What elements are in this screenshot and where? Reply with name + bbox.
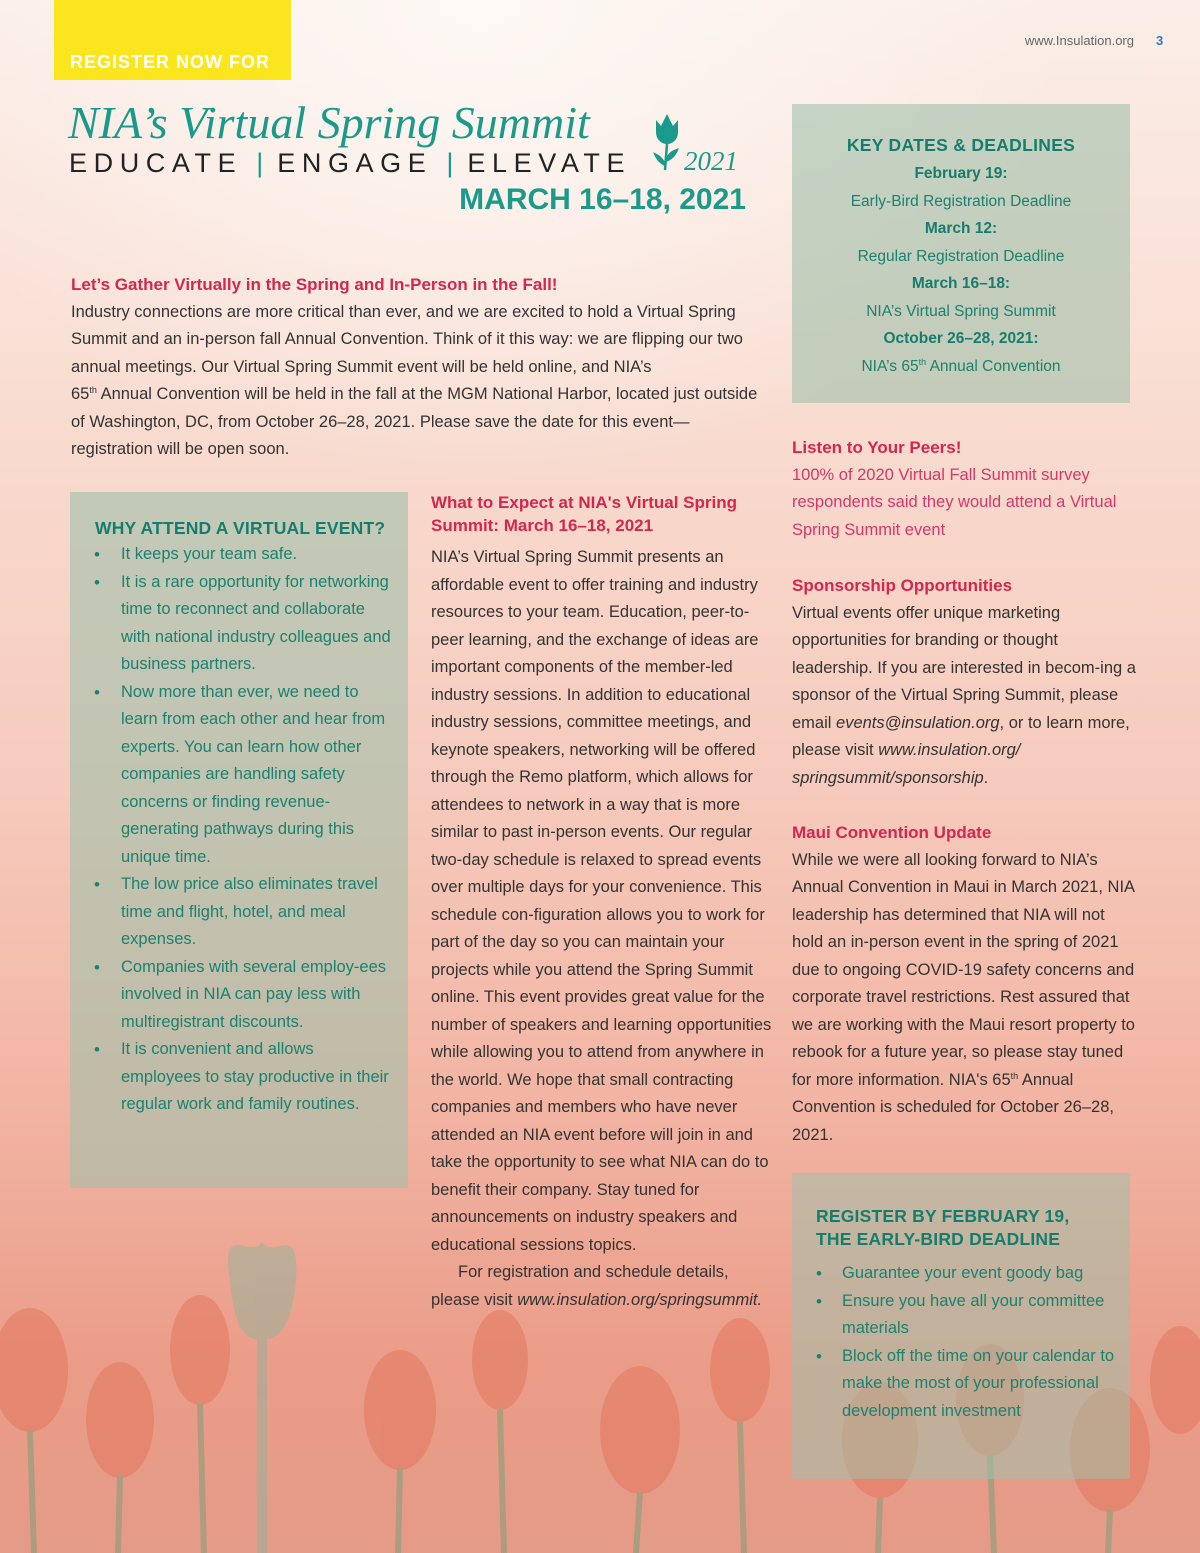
list-item: • It is convenient and allows employees to stay productive in their regular work and family routines. bbox=[70, 1036, 408, 1119]
what-to-expect-heading: What to Expect at NIA's Virtual Spring Summit: March 16–18, 2021 bbox=[431, 493, 737, 535]
early-bird-list bbox=[792, 1260, 1130, 1425]
key-date: March 12: bbox=[924, 220, 998, 237]
what-to-expect-section bbox=[431, 491, 773, 1314]
list-item: • Companies with several employ-ees involved in NIA can pay less with multiregistrant discounts. bbox=[70, 954, 408, 1037]
page-number: 3 bbox=[1156, 33, 1164, 48]
website-url[interactable]: www.Insulation.org bbox=[1024, 33, 1134, 48]
why-attend-list bbox=[70, 541, 408, 1119]
what-to-expect-body: NIA’s Virtual Spring Summit presents an affordable event to offer training and industry resources to your team. Education, peer-to-peer learning, and the exchange of ideas are important components of the member-led industry sessions. In addition to educational industry sessions, committee meetings, and keynote speakers, networking will be offered through the Remo platform, which allows for attendees to network in a way that is more similar to past in-person events. Our regular two-day schedule is relaxed to spread events over multiple days for your convenience. This schedule con-figuration allows you to work for part of the day so you can maintain your projects while you attend the Spring Summit online. This event provides great value for the number of speakers and learning opportunities while allowing you to attend from anywhere in the world. We hope that small contracting companies and members who have never attended an NIA event before will join in and take the opportunity to see what NIA can do to benefit their company. Stay tuned for announcements on industry speakers and educational sessions topics. bbox=[431, 548, 772, 1254]
key-dates-heading: KEY DATES & DEADLINES bbox=[846, 135, 1076, 155]
list-item: • Guarantee your event goody bag bbox=[792, 1260, 1130, 1288]
maui-body: While we were all looking forward to NIA’s Annual Convention in Maui in March 2021, NIA leadership has determined that NIA will not hold an in-person event in the spring of 2021 due to ongoing COVID-19 safety concerns and corporate travel restrictions. Rest assured that we are working with the Maui resort property to rebook for a future year, so please stay tuned for more information. NIA's 65th Annual Convention is scheduled for October 26–28, 2021. bbox=[792, 850, 1135, 1144]
why-attend-heading: WHY ATTEND A VIRTUAL EVENT? bbox=[95, 518, 386, 538]
intro-body: Industry connections are more critical than ever, and we are excited to hold a Virtual Spring Summit and an in-person fall Annual Convention. Think of it this way: we are flipping our two annual meetings. Our Virtual Spring Summit event will be held online, and NIA’s 65th Annual Convention will be held in the fall at the MGM National Harbor, located just outside of Washington, DC, from October 26–28, 2021. Please save the date for this event—registration will be open soon. bbox=[71, 302, 758, 458]
key-date-event: Regular Registration Deadline bbox=[857, 247, 1065, 265]
tagline-separator: | bbox=[256, 148, 264, 178]
list-item: • Now more than ever, we need to learn from each other and hear from experts. You can learn how other companies are handling safety concerns or finding revenue-generating pathways during this unique time. bbox=[70, 679, 408, 872]
event-dates: MARCH 16–18, 2021 bbox=[459, 183, 746, 216]
tulip-icon bbox=[650, 110, 684, 172]
key-date: February 19: bbox=[914, 165, 1008, 182]
sponsorship-email-link[interactable]: events@insulation.org bbox=[836, 713, 1000, 732]
early-bird-box bbox=[792, 1173, 1130, 1479]
maui-update-section bbox=[792, 819, 1137, 1149]
sponsorship-url-link[interactable]: www.insulation.org/ springsummit/sponsorship bbox=[792, 741, 1021, 787]
tagline-separator: | bbox=[446, 148, 454, 178]
intro-heading: Let’s Gather Virtually in the Spring and In-Person in the Fall! bbox=[71, 275, 558, 294]
register-now-tab[interactable] bbox=[54, 0, 291, 80]
register-tab-label: REGISTER NOW FOR bbox=[70, 52, 270, 72]
key-date: March 16–18: bbox=[911, 275, 1011, 292]
springsummit-link[interactable]: www.insulation.org/springsummit. bbox=[517, 1290, 763, 1309]
key-date-event: NIA’s Virtual Spring Summit bbox=[866, 302, 1056, 320]
summit-year: 2021 bbox=[684, 146, 738, 176]
sponsorship-body: Virtual events offer unique marketing opportunities for branding or thought leadership. If you are interested in becom-ing a sponsor of the Virtual Spring Summit, please email events@insulation.org, or to learn more, please visit www.insulation.org/ springsummit/sponsorship. bbox=[792, 603, 1136, 787]
list-item: • The low price also eliminates travel time and flight, hotel, and meal expenses. bbox=[70, 871, 408, 954]
sponsorship-heading: Sponsorship Opportunities bbox=[792, 576, 1013, 595]
sponsorship-section bbox=[792, 572, 1137, 792]
tagline-word-engage: ENGAGE bbox=[277, 148, 433, 178]
tagline-word-educate: EDUCATE bbox=[69, 148, 243, 178]
early-bird-heading: REGISTER BY FEBRUARY 19, THE EARLY-BIRD DEADLINE bbox=[816, 1206, 1070, 1249]
summit-title: NIA’s Virtual Spring Summit bbox=[68, 97, 590, 148]
key-date-event: Early-Bird Registration Deadline bbox=[850, 192, 1072, 210]
intro-section bbox=[71, 271, 771, 464]
list-item: • Block off the time on your calendar to make the most of your professional development investment bbox=[792, 1343, 1130, 1426]
key-dates-box bbox=[792, 104, 1130, 403]
key-date: October 26–28, 2021: bbox=[883, 330, 1039, 347]
tagline-word-elevate: ELEVATE bbox=[467, 148, 632, 178]
why-attend-box bbox=[70, 492, 408, 1188]
peers-heading: Listen to Your Peers! bbox=[792, 438, 962, 457]
tagline bbox=[69, 148, 631, 179]
list-item: • Ensure you have all your committee materials bbox=[792, 1288, 1130, 1343]
registration-details: For registration and schedule details, please visit www.insulation.org/springsummit. bbox=[431, 1263, 763, 1309]
listen-to-peers-section bbox=[792, 434, 1132, 544]
peers-body: 100% of 2020 Virtual Fall Summit survey respondents said they would attend a Virtual Spring Summit event bbox=[792, 465, 1117, 539]
list-item: • It keeps your team safe. bbox=[70, 541, 408, 569]
list-item: • It is a rare opportunity for networking time to reconnect and collaborate with national industry colleagues and business partners. bbox=[70, 569, 408, 679]
maui-heading: Maui Convention Update bbox=[792, 823, 992, 842]
key-date-event: NIA’s 65th Annual Convention bbox=[861, 356, 1061, 375]
